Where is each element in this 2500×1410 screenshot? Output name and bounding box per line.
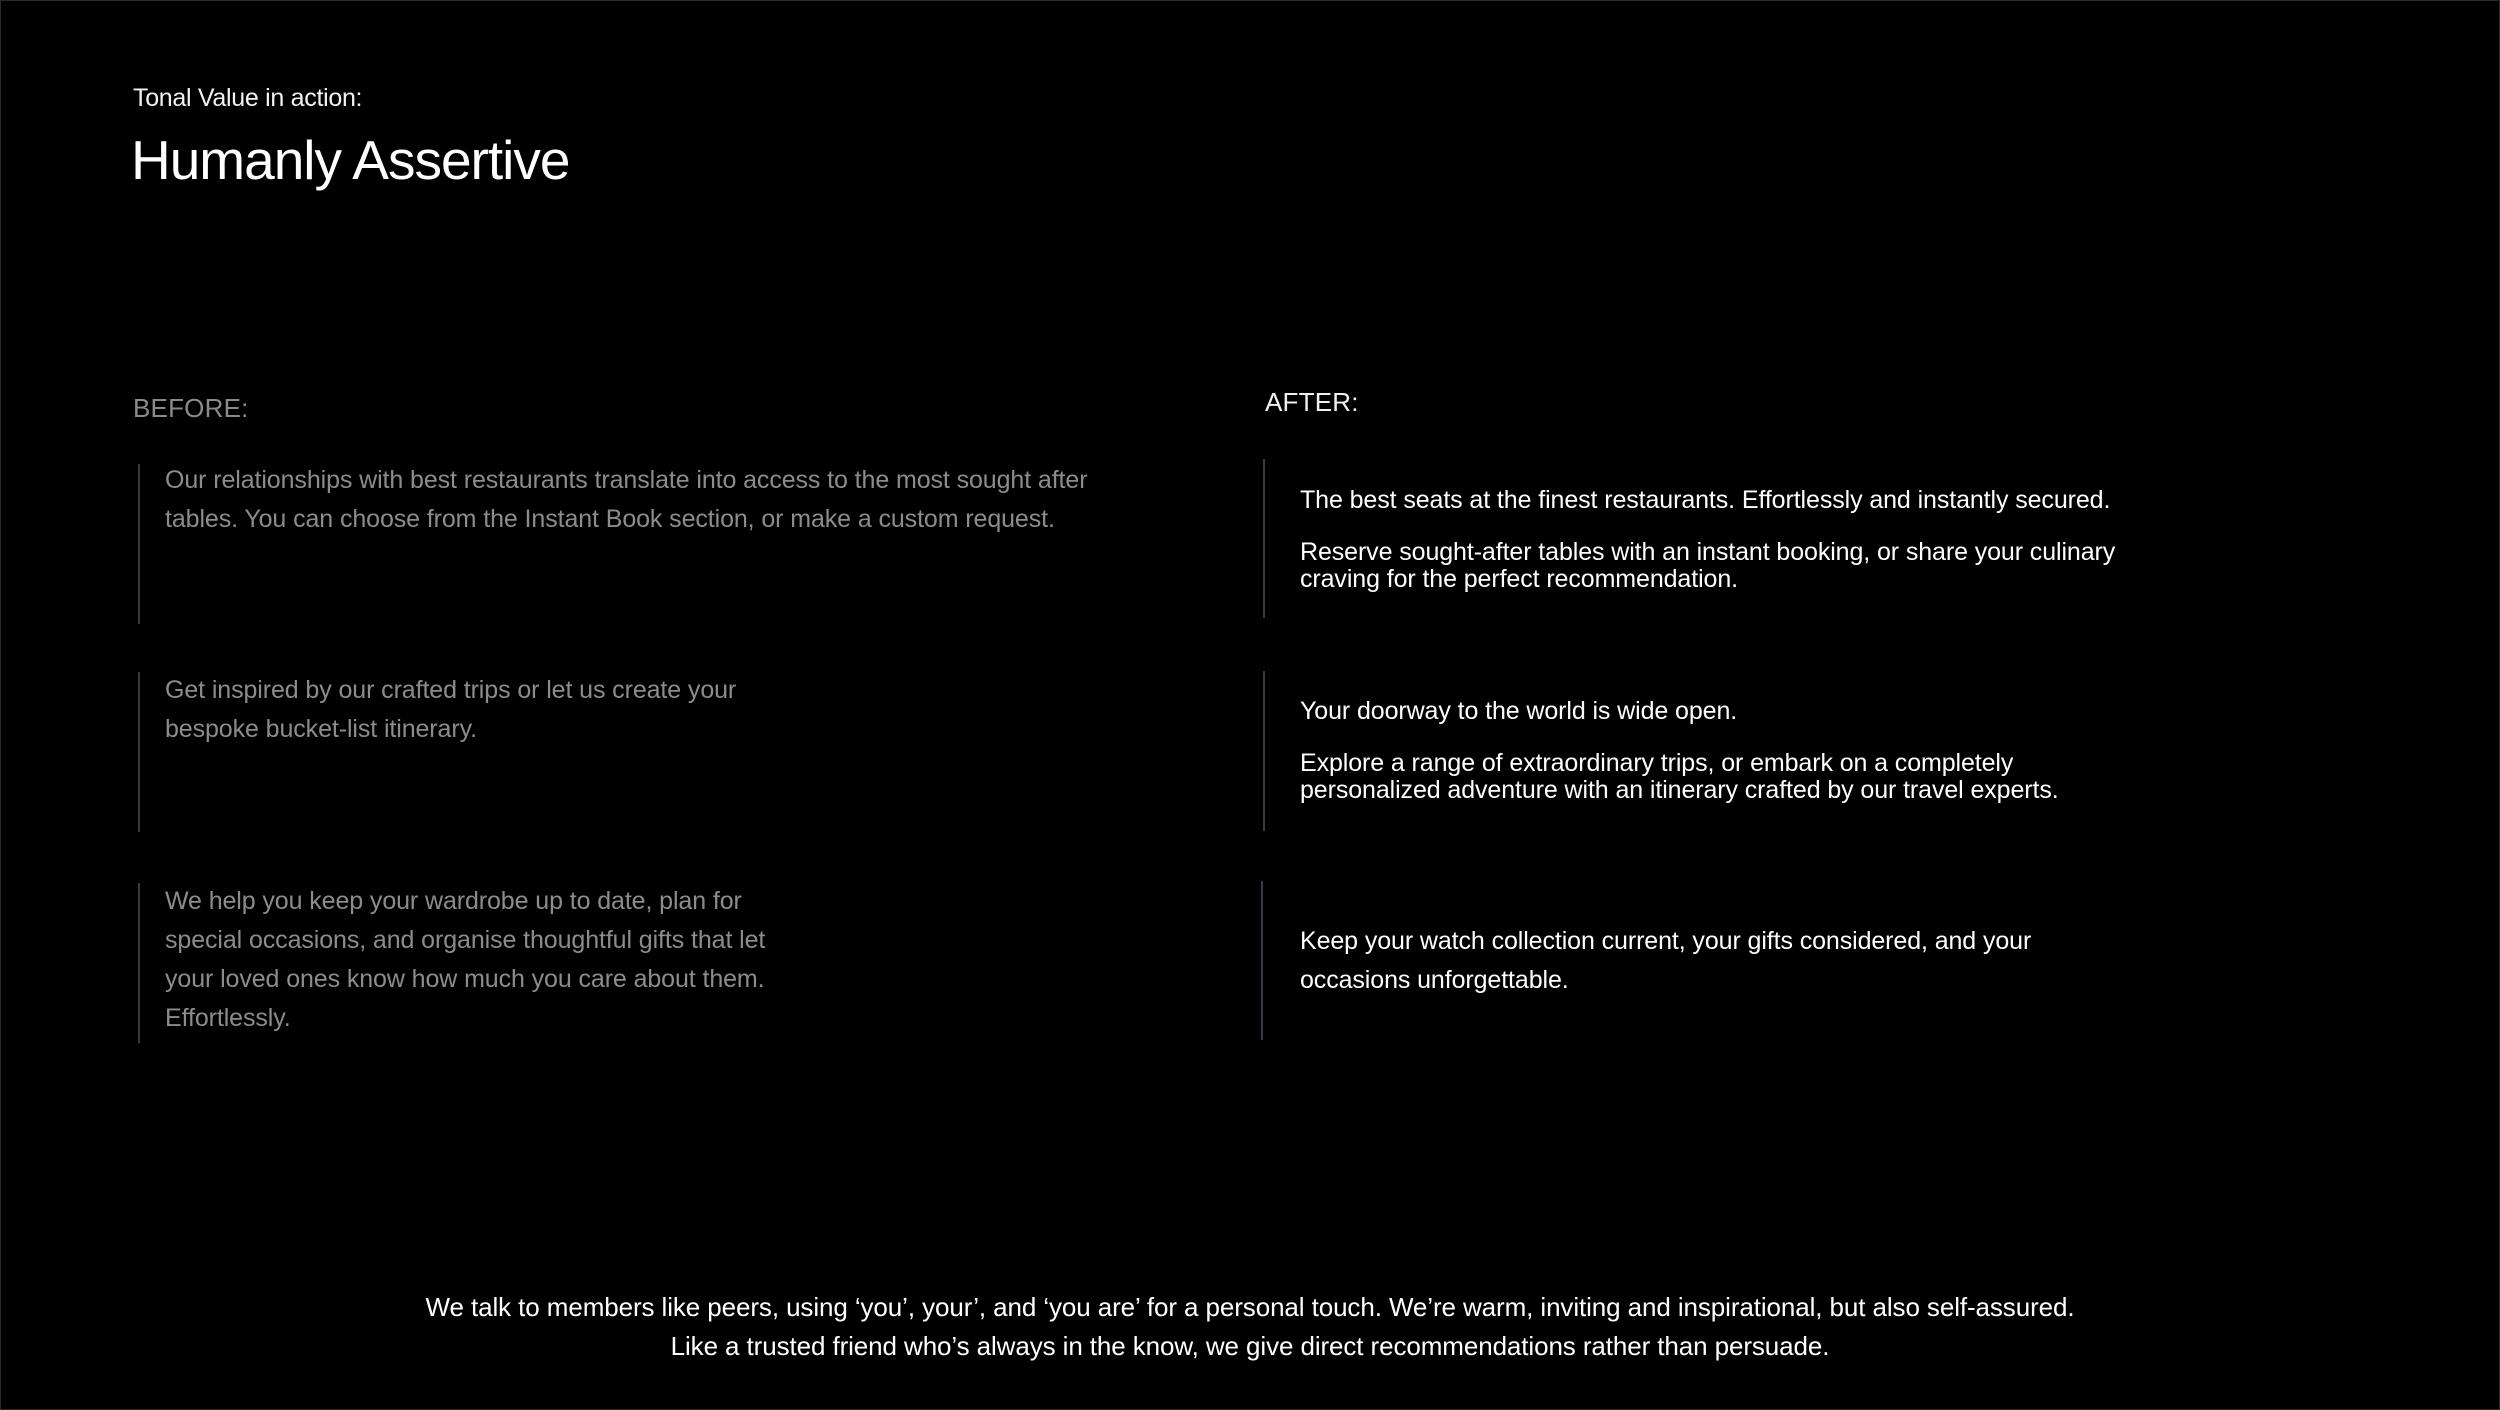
- after-body-lifestyle: [1300, 922, 2031, 1000]
- text-line: craving for the perfect recommendation.: [1300, 565, 1738, 593]
- before-text-travel: [165, 671, 736, 749]
- after-block-divider: [1261, 881, 1263, 1040]
- after-block-divider: [1263, 459, 1265, 618]
- footer-line: Like a trusted friend who’s always in the know, we give direct recommendations rather than persuade.: [670, 1331, 1830, 1361]
- text-line: tables. You can choose from the Instant Book section, or make a custom request.: [165, 505, 1055, 533]
- after-body-restaurants: [1300, 539, 2115, 593]
- after-block-divider: [1263, 671, 1265, 831]
- footer-statement: [0, 1288, 2500, 1366]
- before-block-divider: [138, 883, 140, 1043]
- text-line: Effortlessly.: [165, 1004, 291, 1032]
- eyebrow-label: Tonal Value in action:: [133, 84, 363, 112]
- before-column-label: BEFORE:: [133, 393, 249, 423]
- footer-line: We talk to members like peers, using ‘you’, your’, and ‘you are’ for a personal touch. We’re warm, inviting and inspirational, but also self-assured.: [425, 1292, 2075, 1322]
- before-text-restaurants: [165, 461, 1087, 539]
- after-lead-restaurants: The best seats at the finest restaurants. Effortlessly and instantly secured.: [1300, 486, 2111, 514]
- text-line: bespoke bucket-list itinerary.: [165, 715, 477, 743]
- text-line: your loved ones know how much you care about them.: [165, 965, 765, 993]
- after-body-travel: [1300, 750, 2059, 804]
- text-line: Explore a range of extraordinary trips, or embark on a completely: [1300, 749, 2014, 777]
- text-line: Keep your watch collection current, your gifts considered, and your: [1300, 927, 2032, 955]
- text-line: personalized adventure with an itinerary crafted by our travel experts.: [1300, 776, 2059, 804]
- page-title: Humanly Assertive: [131, 129, 570, 191]
- before-block-divider: [138, 672, 140, 832]
- after-lead-travel: Your doorway to the world is wide open.: [1300, 697, 1738, 725]
- text-line: Our relationships with best restaurants translate into access to the most sought after: [165, 466, 1088, 494]
- after-column-label: AFTER:: [1265, 387, 1359, 417]
- text-line: special occasions, and organise thoughtful gifts that let: [165, 926, 766, 954]
- text-line: Reserve sought-after tables with an instant booking, or share your culinary: [1300, 538, 2116, 566]
- before-text-lifestyle: [165, 882, 765, 1038]
- before-block-divider: [138, 464, 140, 624]
- text-line: occasions unforgettable.: [1300, 966, 1569, 994]
- text-line: We help you keep your wardrobe up to date, plan for: [165, 887, 742, 915]
- text-line: Get inspired by our crafted trips or let us create your: [165, 676, 737, 704]
